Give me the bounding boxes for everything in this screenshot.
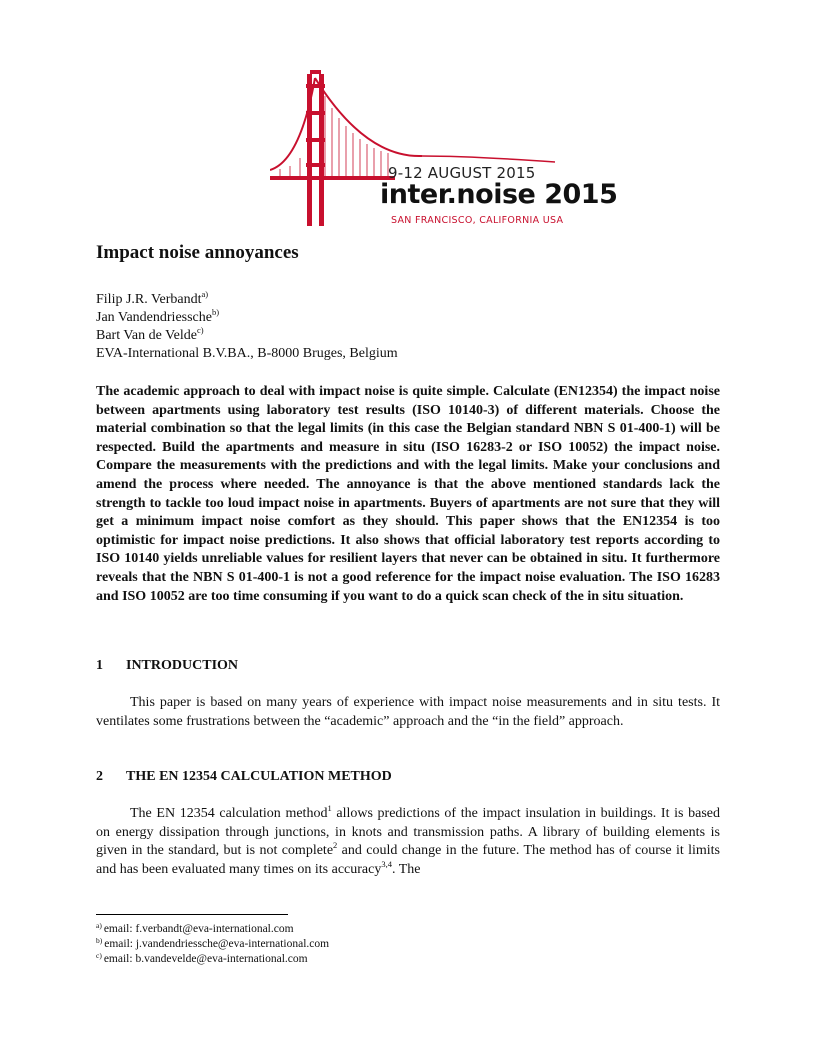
section-heading (96, 658, 238, 674)
citation: 1 (327, 803, 332, 813)
author-name: Filip J.R. Verbandt (96, 292, 202, 307)
author-block (96, 291, 398, 363)
footnote: $^{a)}$ email: f.verbandt@eva-international.com (96, 921, 294, 935)
author-line (96, 327, 398, 345)
author-name: Jan Vandendriessche (96, 310, 212, 325)
conference-location: SAN FRANCISCO, CALIFORNIA USA (391, 215, 564, 226)
footnote: $^{b)}$ email: j.vandendriessche@eva-international.com (96, 936, 330, 950)
footnote: $^{c)}$ email: b.vandevelde@eva-international.com (96, 951, 308, 965)
section-number: 2 (96, 769, 103, 784)
citation: 2 (333, 840, 338, 851)
section-paragraph: This paper is based on many years of experience with impact noise measurements and in situ tests. It ventilates some frustrations between the “academic” approach and the “in the field” approach. (96, 695, 720, 729)
author-line (96, 291, 398, 309)
section-title: THE EN 12354 CALCULATION METHOD (126, 769, 392, 784)
section-number: 1 (96, 658, 103, 673)
conference-logo (270, 66, 618, 232)
abstract: The academic approach to deal with impact noise is quite simple. Calculate (EN12354) the impact noise between apartments using laboratory test results (ISO 10140-3) of different materials. Choose the material combination so that the legal limits (in this case the Belgian standard NBN S 01-400-1) will be respected. Build the apartments and measure in situ (ISO 16283-2 or ISO 10052) the impact noise. Compare the measurements with the predictions and with the legal limits. Make your conclusions and amend the process where needed. The annoyance is that the above mentioned standards lack the strength to tackle too loud impact noise in apartments. Buyers of apartments are not sure that they will get a minimum impact noise comfort as they should. This paper shows that the EN12354 is too optimistic for impact noise predictions. It also shows that official laboratory test reports according to ISO 10140 yields unreliable values for resilient layers that never can be obtained in situ. It furthermore reveals that the NBN S 01-400-1 is not a good reference for the impact noise evaluation. The ISO 16283 and ISO 10052 are too time consuming if you want to do a quick scan check of the in situ situation. (96, 384, 720, 604)
footnotes (96, 922, 329, 967)
section-heading (96, 769, 392, 785)
section-paragraph: The EN 12354 calculation method$^1$ allows predictions of the impact insulation in buildings. It is based on energy dissipation through junctions, in knots and transmission paths. A library of building elements is given in the standard, but is not complete$^2$ and could change in the future. The method has of course it limits and has been evaluated many times on its accuracy$^{3,4}$. The (96, 803, 720, 877)
affiliation: EVA-International B.V.BA., B-8000 Bruges, Belgium (96, 346, 398, 361)
author-line (96, 309, 398, 327)
author-mark: b) (212, 307, 220, 317)
conference-date: 9-12 AUGUST 2015 (388, 164, 536, 182)
paper-title: Impact noise annoyances (96, 242, 299, 263)
conference-name: inter.noise 2015 (380, 179, 618, 210)
footnote-divider (96, 914, 288, 915)
author-name: Bart Van de Velde (96, 328, 197, 343)
author-mark: a) (201, 289, 209, 299)
author-mark: c) (196, 325, 204, 335)
section-title: INTRODUCTION (126, 658, 239, 673)
citation: 3,4 (381, 858, 392, 869)
